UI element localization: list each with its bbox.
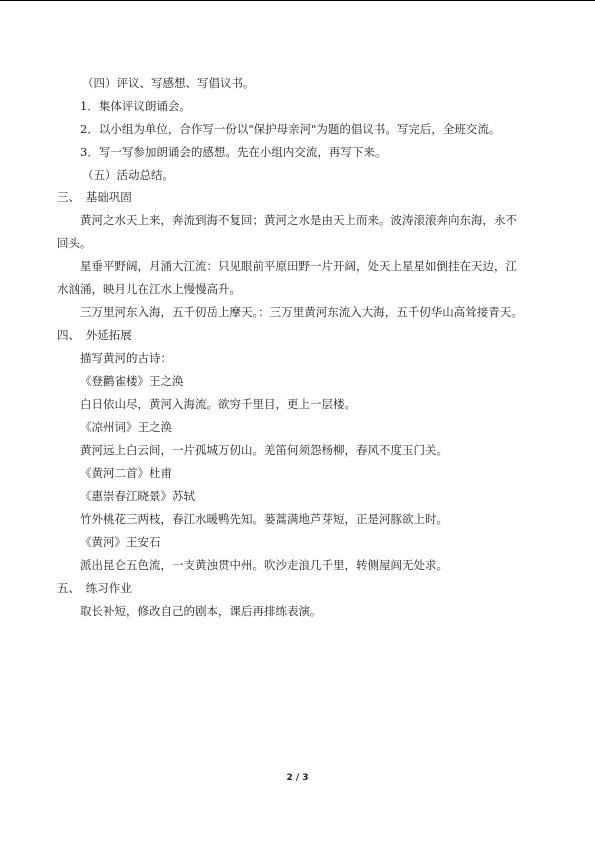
- text-line: （四）评议、写感想、写倡议书。: [82, 76, 255, 90]
- poem-text: 黄河远上白云间，一片孤城万仞山。羌笛何须怨杨柳，春风不度玉门关。: [80, 443, 448, 457]
- text-line: 取长补短，修改自己的剧本，课后再排练表演。: [80, 604, 322, 618]
- poem-title: 《惠崇春江晓景》苏轼: [80, 489, 195, 503]
- text-line: 描写黄河的古诗：: [80, 351, 172, 365]
- poem-text: 竹外桃花三两枝，春江水暖鸭先知。蒌蒿满地芦芽短，正是河豚欲上时。: [80, 512, 448, 526]
- text-line: 水汹涌，映月儿在江水上慢慢高升。: [57, 282, 241, 296]
- text-line: 2．以小组为单位，合作写一份以"保护母亲河"为题的倡议书。写完后，全班交流。: [80, 122, 501, 136]
- text-line: 1．集体评议朗诵会。: [80, 99, 191, 113]
- section-heading: 三、 基础巩固: [57, 190, 132, 204]
- text-line: 黄河之水天上来，奔流到海不复回；黄河之水是由天上而来。波涛滚滚奔向东海，永不: [80, 213, 517, 227]
- poem-text: 白日依山尽，黄河入海流。欲穷千里目，更上一层楼。: [80, 397, 356, 411]
- section-heading: 四、 外延拓展: [57, 328, 132, 342]
- page-top-border: [0, 0, 595, 1]
- poem-title: 《登鹳雀楼》王之涣: [80, 374, 184, 388]
- page-number: 2 / 3: [286, 773, 309, 783]
- poem-title: 《黄河》王安石: [80, 535, 161, 549]
- text-line: 3．写一写参加朗诵会的感想。先在小组内交流，再写下来。: [80, 145, 387, 159]
- poem-title: 《凉州词》王之涣: [80, 420, 172, 434]
- text-line: （五）活动总结。: [82, 168, 174, 182]
- section-heading: 五、 练习作业: [57, 581, 132, 595]
- poem-text: 派出昆仑五色流，一支黄浊贯中州。吹沙走浪几千里，转侧屋闾无处求。: [80, 558, 448, 572]
- poem-title: 《黄河二首》杜甫: [80, 466, 172, 480]
- text-line: 回头。: [57, 236, 92, 250]
- text-line: 星垂平野阔，月涌大江流：只见眼前平原田野一片开阔，处天上星星如倒挂在天边，江: [80, 259, 517, 273]
- text-line: 三万里河东入海，五千仞岳上摩天。：三万里黄河东流入大海，五千仞华山高耸接青天。: [80, 305, 523, 319]
